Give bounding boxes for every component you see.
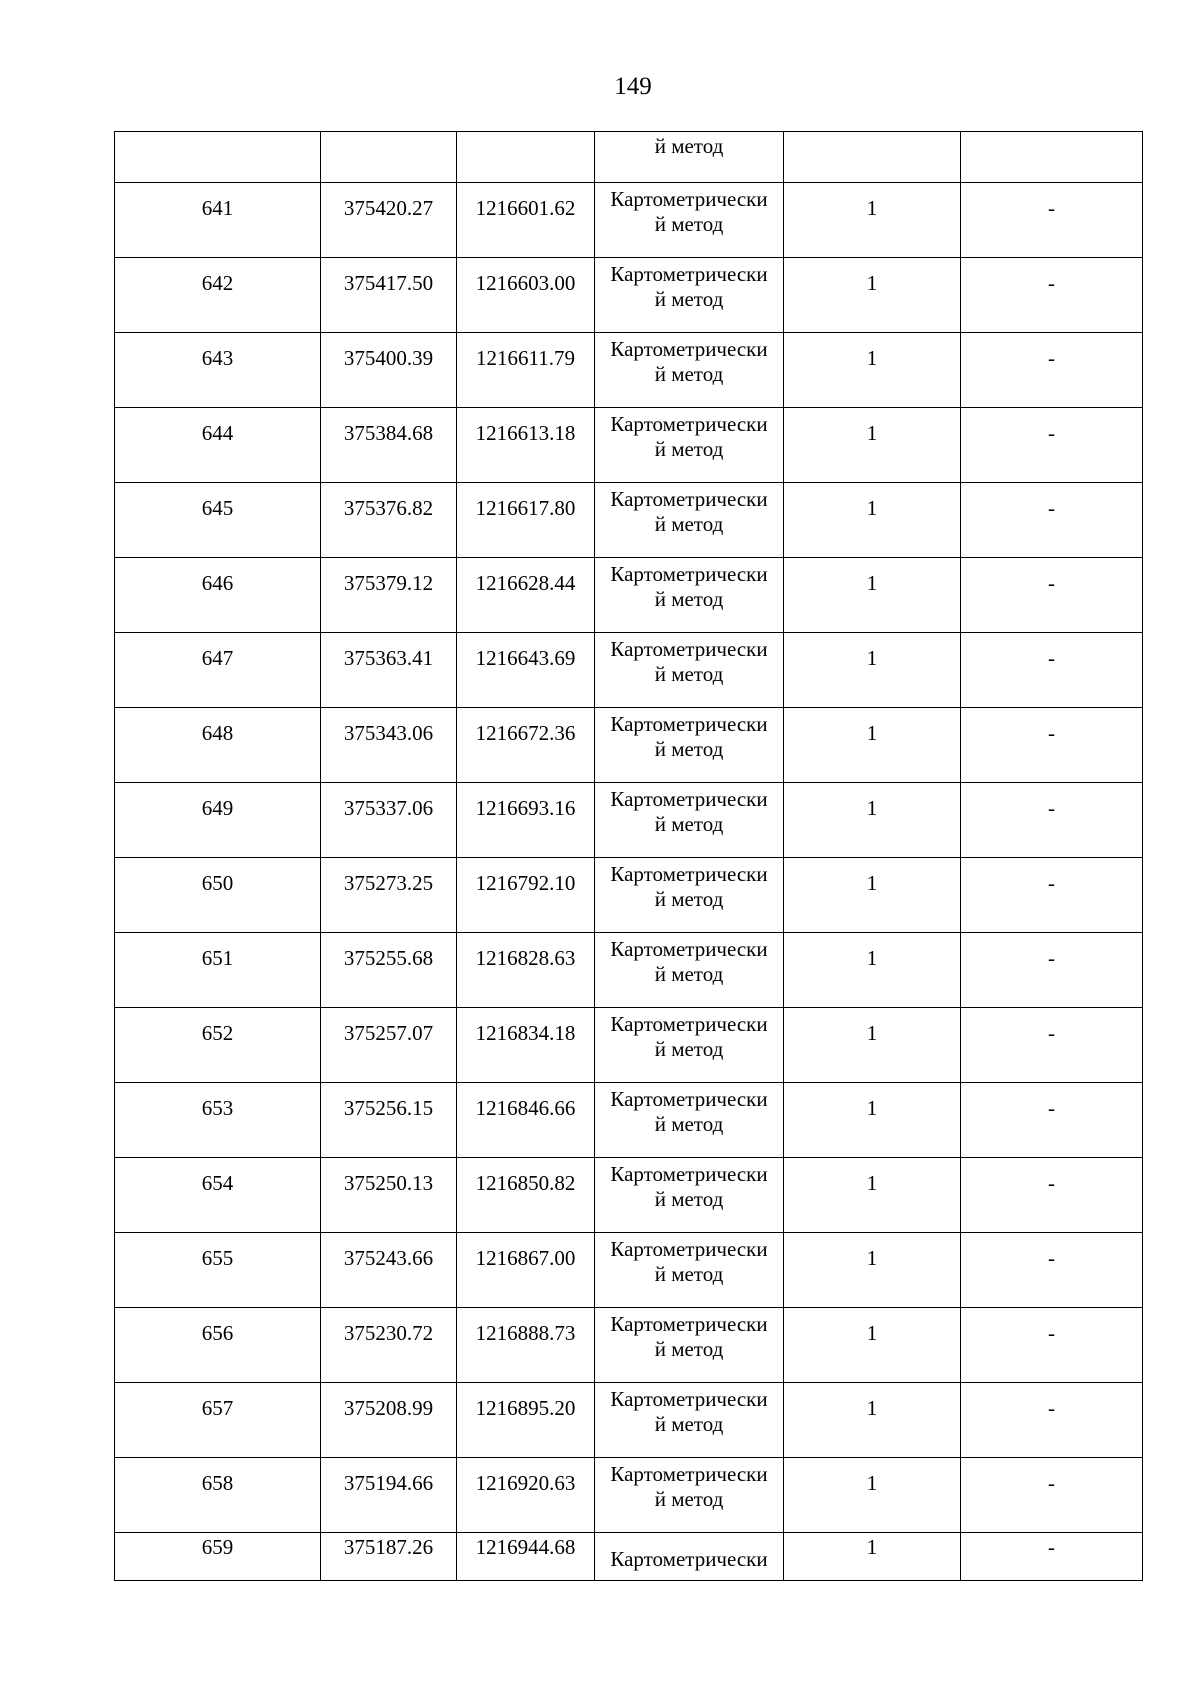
cell-accuracy: 1 xyxy=(784,858,961,933)
cell-note: - xyxy=(961,258,1143,333)
cell-y: 1216643.69 xyxy=(457,633,595,708)
cell-x xyxy=(321,132,457,183)
cell-x: 375384.68 xyxy=(321,408,457,483)
cell-point-number: 648 xyxy=(115,708,321,783)
cell-x: 375273.25 xyxy=(321,858,457,933)
table-row xyxy=(115,708,1143,783)
cell-x: 375400.39 xyxy=(321,333,457,408)
cell-method: Картометрически й метод xyxy=(595,258,784,333)
cell-accuracy: 1 xyxy=(784,1458,961,1533)
cell-accuracy: 1 xyxy=(784,333,961,408)
cell-note: - xyxy=(961,1158,1143,1233)
cell-accuracy: 1 xyxy=(784,483,961,558)
table-row xyxy=(115,1233,1143,1308)
cell-y: 1216611.79 xyxy=(457,333,595,408)
table-row-last xyxy=(115,1533,1143,1581)
cell-x: 375420.27 xyxy=(321,183,457,258)
cell-method: Картометрически й метод xyxy=(595,783,784,858)
cell-x: 375250.13 xyxy=(321,1158,457,1233)
cell-method: Картометрически й метод xyxy=(595,708,784,783)
cell-method: Картометрически й метод xyxy=(595,1383,784,1458)
cell-accuracy: 1 xyxy=(784,708,961,783)
cell-note: - xyxy=(961,408,1143,483)
cell-y: 1216888.73 xyxy=(457,1308,595,1383)
cell-point-number: 658 xyxy=(115,1458,321,1533)
cell-method: Картометрически й метод xyxy=(595,633,784,708)
cell-accuracy: 1 xyxy=(784,1233,961,1308)
cell-accuracy: 1 xyxy=(784,1008,961,1083)
cell-point-number: 643 xyxy=(115,333,321,408)
cell-point-number: 642 xyxy=(115,258,321,333)
table-row xyxy=(115,858,1143,933)
cell-accuracy: 1 xyxy=(784,558,961,633)
cell-point-number: 649 xyxy=(115,783,321,858)
table-row-continued xyxy=(115,132,1143,183)
cell-point-number: 656 xyxy=(115,1308,321,1383)
cell-point-number: 646 xyxy=(115,558,321,633)
cell-method: Картометрически й метод xyxy=(595,558,784,633)
cell-note: - xyxy=(961,783,1143,858)
cell-y: 1216603.00 xyxy=(457,258,595,333)
cell-accuracy xyxy=(784,132,961,183)
cell-note: - xyxy=(961,183,1143,258)
table-row xyxy=(115,633,1143,708)
cell-method: Картометрически й метод xyxy=(595,483,784,558)
cell-y xyxy=(457,132,595,183)
cell-y: 1216672.36 xyxy=(457,708,595,783)
table-row xyxy=(115,483,1143,558)
table-row xyxy=(115,1383,1143,1458)
cell-y: 1216628.44 xyxy=(457,558,595,633)
cell-y: 1216920.63 xyxy=(457,1458,595,1533)
table-row xyxy=(115,258,1143,333)
coordinates-table xyxy=(114,131,1143,1581)
cell-point-number: 651 xyxy=(115,933,321,1008)
cell-accuracy: 1 xyxy=(784,1308,961,1383)
cell-method: Картометрически й метод xyxy=(595,183,784,258)
cell-y: 1216895.20 xyxy=(457,1383,595,1458)
cell-y: 1216944.68 xyxy=(457,1533,595,1581)
cell-x: 375255.68 xyxy=(321,933,457,1008)
cell-x: 375343.06 xyxy=(321,708,457,783)
cell-x: 375243.66 xyxy=(321,1233,457,1308)
cell-x: 375194.66 xyxy=(321,1458,457,1533)
cell-accuracy: 1 xyxy=(784,933,961,1008)
cell-y: 1216834.18 xyxy=(457,1008,595,1083)
cell-note: - xyxy=(961,333,1143,408)
table-row xyxy=(115,1158,1143,1233)
cell-method: Картометрически й метод xyxy=(595,933,784,1008)
cell-point-number: 653 xyxy=(115,1083,321,1158)
cell-note: - xyxy=(961,1533,1143,1581)
cell-method: й метод xyxy=(595,132,784,183)
cell-point-number: 659 xyxy=(115,1533,321,1581)
cell-x: 375187.26 xyxy=(321,1533,457,1581)
table-row xyxy=(115,408,1143,483)
cell-y: 1216693.16 xyxy=(457,783,595,858)
cell-point-number: 647 xyxy=(115,633,321,708)
table-row xyxy=(115,183,1143,258)
cell-method: Картометрически й метод xyxy=(595,1008,784,1083)
cell-x: 375257.07 xyxy=(321,1008,457,1083)
cell-method: Картометрически xyxy=(595,1533,784,1581)
cell-accuracy: 1 xyxy=(784,633,961,708)
table-row xyxy=(115,783,1143,858)
cell-point-number: 645 xyxy=(115,483,321,558)
table-row xyxy=(115,1458,1143,1533)
cell-accuracy: 1 xyxy=(784,183,961,258)
cell-accuracy: 1 xyxy=(784,783,961,858)
cell-note: - xyxy=(961,1083,1143,1158)
cell-y: 1216601.62 xyxy=(457,183,595,258)
cell-accuracy: 1 xyxy=(784,1383,961,1458)
cell-x: 375230.72 xyxy=(321,1308,457,1383)
table-body xyxy=(115,132,1143,1581)
cell-note xyxy=(961,132,1143,183)
cell-y: 1216828.63 xyxy=(457,933,595,1008)
cell-note: - xyxy=(961,708,1143,783)
cell-note: - xyxy=(961,1458,1143,1533)
table-row xyxy=(115,558,1143,633)
cell-y: 1216867.00 xyxy=(457,1233,595,1308)
cell-accuracy: 1 xyxy=(784,1158,961,1233)
cell-note: - xyxy=(961,1233,1143,1308)
page-number: 149 xyxy=(614,73,652,100)
cell-method: Картометрически й метод xyxy=(595,408,784,483)
cell-accuracy: 1 xyxy=(784,258,961,333)
cell-x: 375376.82 xyxy=(321,483,457,558)
table-row xyxy=(115,933,1143,1008)
cell-method: Картометрически й метод xyxy=(595,333,784,408)
cell-point-number xyxy=(115,132,321,183)
table-row xyxy=(115,1008,1143,1083)
cell-y: 1216617.80 xyxy=(457,483,595,558)
cell-point-number: 650 xyxy=(115,858,321,933)
cell-x: 375256.15 xyxy=(321,1083,457,1158)
cell-method: Картометрически й метод xyxy=(595,1458,784,1533)
cell-note: - xyxy=(961,1008,1143,1083)
cell-method: Картометрически й метод xyxy=(595,858,784,933)
cell-note: - xyxy=(961,1308,1143,1383)
cell-note: - xyxy=(961,483,1143,558)
cell-y: 1216792.10 xyxy=(457,858,595,933)
cell-point-number: 644 xyxy=(115,408,321,483)
cell-accuracy: 1 xyxy=(784,408,961,483)
cell-point-number: 654 xyxy=(115,1158,321,1233)
cell-note: - xyxy=(961,933,1143,1008)
cell-method: Картометрически й метод xyxy=(595,1308,784,1383)
cell-x: 375379.12 xyxy=(321,558,457,633)
cell-x: 375417.50 xyxy=(321,258,457,333)
table-row xyxy=(115,1308,1143,1383)
cell-point-number: 655 xyxy=(115,1233,321,1308)
cell-point-number: 657 xyxy=(115,1383,321,1458)
cell-x: 375363.41 xyxy=(321,633,457,708)
cell-method: Картометрически й метод xyxy=(595,1233,784,1308)
cell-method: Картометрически й метод xyxy=(595,1083,784,1158)
cell-note: - xyxy=(961,558,1143,633)
cell-accuracy: 1 xyxy=(784,1533,961,1581)
table-row xyxy=(115,333,1143,408)
cell-point-number: 652 xyxy=(115,1008,321,1083)
cell-y: 1216846.66 xyxy=(457,1083,595,1158)
cell-x: 375208.99 xyxy=(321,1383,457,1458)
cell-y: 1216850.82 xyxy=(457,1158,595,1233)
cell-x: 375337.06 xyxy=(321,783,457,858)
cell-method: Картометрически й метод xyxy=(595,1158,784,1233)
cell-note: - xyxy=(961,1383,1143,1458)
table-row xyxy=(115,1083,1143,1158)
cell-note: - xyxy=(961,633,1143,708)
cell-accuracy: 1 xyxy=(784,1083,961,1158)
cell-point-number: 641 xyxy=(115,183,321,258)
cell-y: 1216613.18 xyxy=(457,408,595,483)
cell-note: - xyxy=(961,858,1143,933)
